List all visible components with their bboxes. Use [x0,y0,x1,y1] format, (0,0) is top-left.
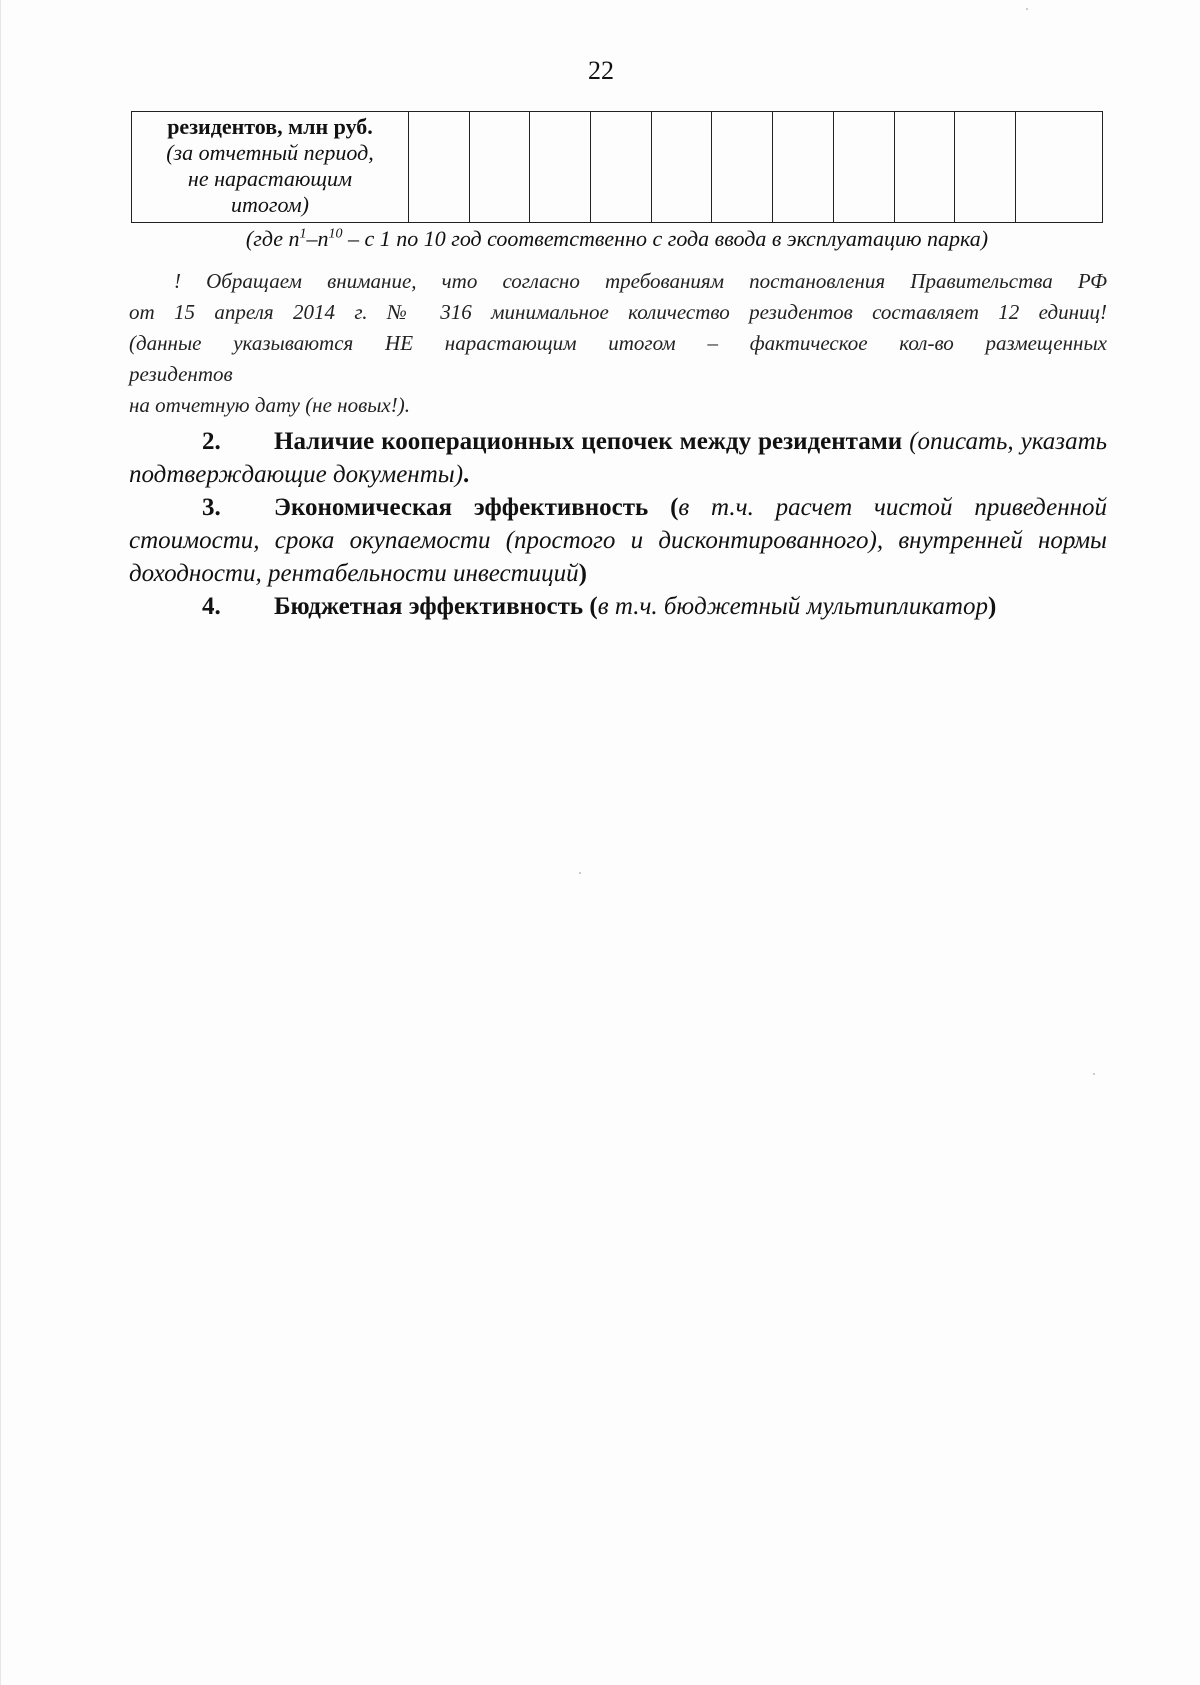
warning-note [129,266,1107,421]
item-note: (описать, указать подтверждающие документы) [129,428,1107,488]
item-heading: Наличие кооперационных цепочек между резидентами [274,428,903,455]
table-cell [712,112,773,223]
footnote-text: –n [306,226,329,251]
table-cell [1016,112,1103,223]
item-paren: ( [583,593,598,620]
footnote-sup: 1 [299,226,307,242]
table-cell [530,112,591,223]
table-cell [651,112,712,223]
item-number: 4. [202,593,221,620]
warning-line: ! Обращаем внимание, что согласно требованиям постановления Правительства РФ [174,269,1107,293]
table-cell [894,112,955,223]
list-item [129,425,1107,491]
item-paren: ) [987,593,997,620]
item-note: в т.ч. бюджетный мультипликатор [597,593,988,620]
row-label-note-1: (за отчетный период, [166,140,374,165]
item-tail: . [463,461,470,488]
footnote-text: (где n [245,226,300,251]
item-heading: Бюджетная эффективность [274,593,584,620]
warning-line: (данные указываются НЕ нарастающим итогом – фактическое кол-во размещенных [129,331,1107,355]
footnote-sup: 10 [328,226,343,242]
warning-line: резидентов [129,362,233,386]
footnote-text: – с 1 по 10 год соответственно с года ввода в эксплуатацию парка) [342,226,989,251]
numbered-list [129,425,1107,623]
row-label-title: резидентов, млн руб. [167,114,373,139]
table-cell [955,112,1016,223]
data-table [131,111,1103,223]
item-paren: ( [648,494,679,521]
warning-line: на отчетную дату (не новых!). [129,393,410,417]
row-label-note-3: итогом) [231,192,309,217]
row-label-cell [132,112,409,223]
item-paren: ) [578,560,587,587]
table-footnote [131,226,1103,252]
warning-line: от 15 апреля 2014 г. № 316 минимальное количество резидентов составляет 12 единиц! [129,300,1107,324]
item-number: 3. [202,494,221,521]
table-cell [591,112,652,223]
list-item [129,590,1107,623]
table-row [132,112,1103,223]
table-cell [409,112,470,223]
item-heading: Экономическая эффективность [274,494,649,521]
page-number: 22 [588,56,614,85]
table-cell [833,112,894,223]
table-cell [773,112,834,223]
list-item [129,491,1107,590]
item-number: 2. [202,428,221,455]
table-cell [469,112,530,223]
item-note: в т.ч. расчет чистой приведенной стоимости, срока окупаемости (простого и дисконтированного), внутренней нормы доходности, рентабельности инвестиций [129,494,1107,587]
row-label-note-2: не нарастающим [187,166,353,191]
